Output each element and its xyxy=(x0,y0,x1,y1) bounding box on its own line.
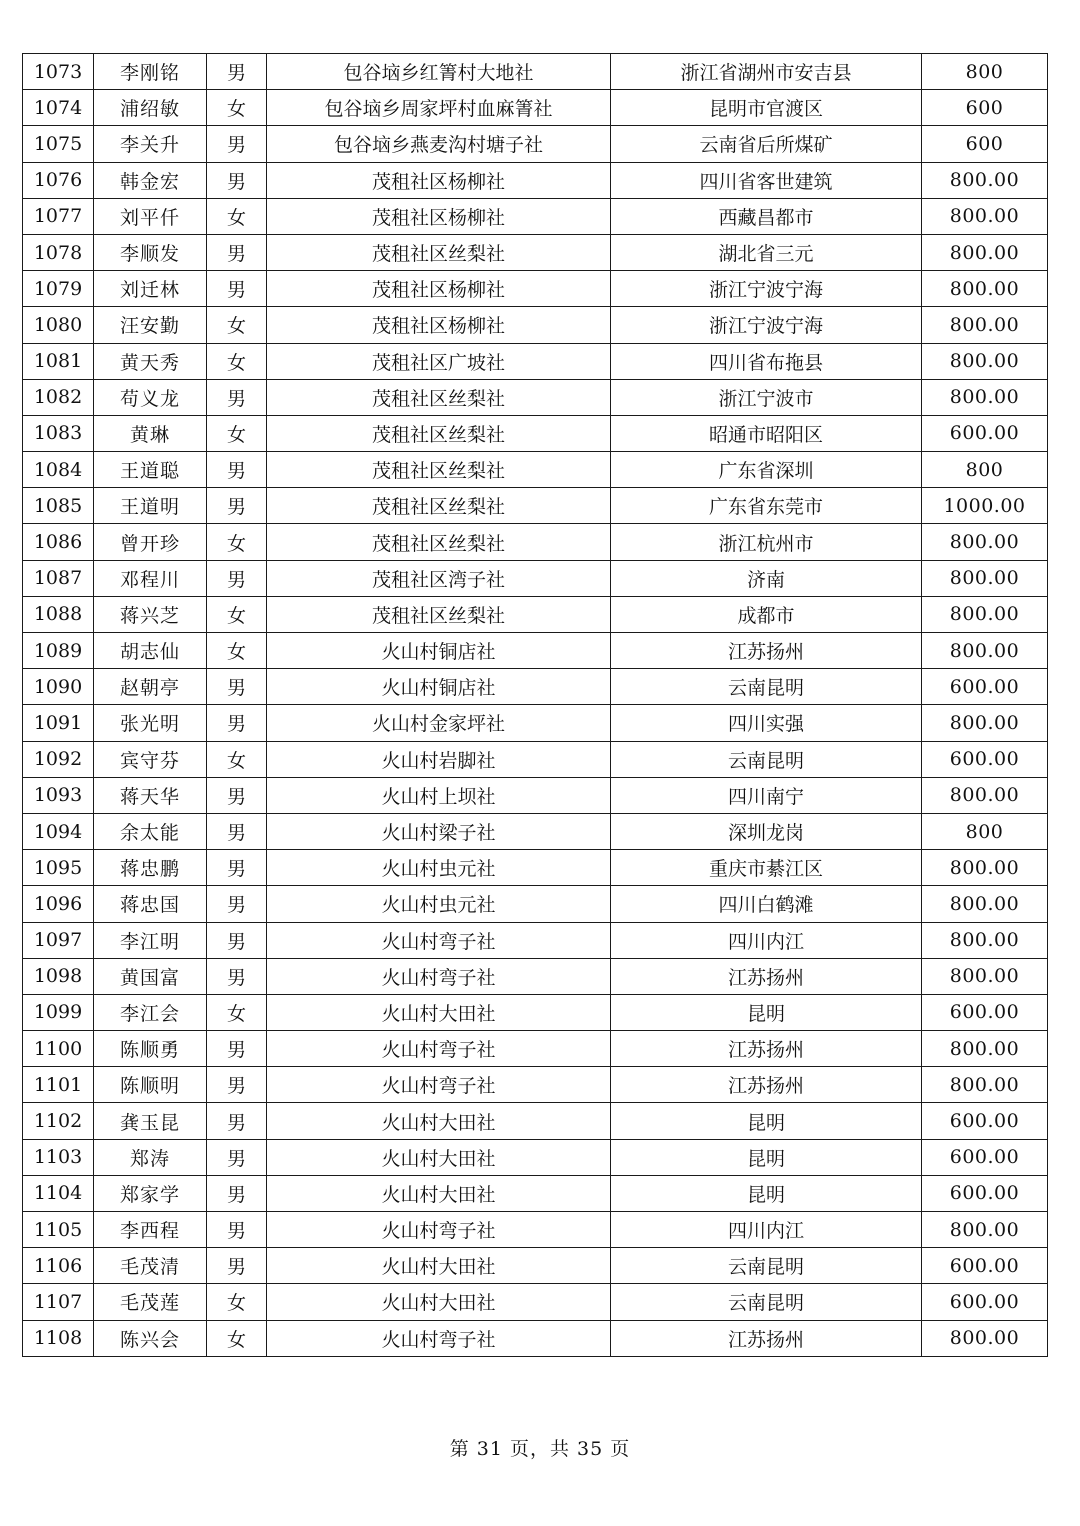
work-location-cell: 昆明 xyxy=(611,1103,922,1139)
amount-cell: 800.00 xyxy=(922,198,1048,234)
work-location-cell: 西藏昌都市 xyxy=(611,198,922,234)
amount-cell: 800.00 xyxy=(922,524,1048,560)
home-address-cell: 茂租社区丝梨社 xyxy=(267,379,611,415)
serial-number-cell: 1096 xyxy=(23,886,94,922)
serial-number-cell: 1089 xyxy=(23,633,94,669)
gender-cell: 男 xyxy=(207,886,267,922)
gender-cell: 男 xyxy=(207,560,267,596)
gender-cell: 女 xyxy=(207,198,267,234)
serial-number-cell: 1097 xyxy=(23,922,94,958)
work-location-cell: 济南 xyxy=(611,560,922,596)
name-cell: 汪安勤 xyxy=(94,307,207,343)
gender-cell: 男 xyxy=(207,488,267,524)
home-address-cell: 火山村大田社 xyxy=(267,994,611,1030)
amount-cell: 800.00 xyxy=(922,958,1048,994)
gender-cell: 女 xyxy=(207,90,267,126)
home-address-cell: 包谷垴乡燕麦沟村塘子社 xyxy=(267,126,611,162)
home-address-cell: 火山村梁子社 xyxy=(267,813,611,849)
home-address-cell: 茂租社区丝梨社 xyxy=(267,452,611,488)
table-row xyxy=(23,850,1048,886)
work-location-cell: 四川内江 xyxy=(611,1212,922,1248)
work-location-cell: 江苏扬州 xyxy=(611,1067,922,1103)
gender-cell: 男 xyxy=(207,1139,267,1175)
table-row xyxy=(23,1320,1048,1356)
amount-cell: 600.00 xyxy=(922,1139,1048,1175)
table-row xyxy=(23,1031,1048,1067)
serial-number-cell: 1093 xyxy=(23,777,94,813)
serial-number-cell: 1073 xyxy=(23,54,94,90)
amount-cell: 600.00 xyxy=(922,1284,1048,1320)
serial-number-cell: 1105 xyxy=(23,1212,94,1248)
home-address-cell: 茂租社区湾子社 xyxy=(267,560,611,596)
gender-cell: 女 xyxy=(207,741,267,777)
serial-number-cell: 1095 xyxy=(23,850,94,886)
work-location-cell: 成都市 xyxy=(611,596,922,632)
serial-number-cell: 1085 xyxy=(23,488,94,524)
home-address-cell: 茂租社区杨柳社 xyxy=(267,198,611,234)
name-cell: 蒋忠鹏 xyxy=(94,850,207,886)
name-cell: 曾开珍 xyxy=(94,524,207,560)
roster-table-container xyxy=(22,53,1048,1357)
amount-cell: 800.00 xyxy=(922,560,1048,596)
table-row xyxy=(23,271,1048,307)
gender-cell: 女 xyxy=(207,415,267,451)
work-location-cell: 江苏扬州 xyxy=(611,1031,922,1067)
gender-cell: 男 xyxy=(207,777,267,813)
work-location-cell: 浙江杭州市 xyxy=(611,524,922,560)
table-row xyxy=(23,379,1048,415)
table-row xyxy=(23,994,1048,1030)
home-address-cell: 茂租社区杨柳社 xyxy=(267,162,611,198)
table-row xyxy=(23,1284,1048,1320)
work-location-cell: 昆明 xyxy=(611,1175,922,1211)
work-location-cell: 昆明 xyxy=(611,994,922,1030)
name-cell: 胡志仙 xyxy=(94,633,207,669)
name-cell: 黄天秀 xyxy=(94,343,207,379)
home-address-cell: 包谷垴乡红箐村大地社 xyxy=(267,54,611,90)
name-cell: 韩金宏 xyxy=(94,162,207,198)
home-address-cell: 茂租社区丝梨社 xyxy=(267,524,611,560)
home-address-cell: 包谷垴乡周家坪村血麻箐社 xyxy=(267,90,611,126)
serial-number-cell: 1082 xyxy=(23,379,94,415)
home-address-cell: 茂租社区广坡社 xyxy=(267,343,611,379)
gender-cell: 女 xyxy=(207,1320,267,1356)
gender-cell: 女 xyxy=(207,307,267,343)
home-address-cell: 火山村铜店社 xyxy=(267,669,611,705)
home-address-cell: 火山村大田社 xyxy=(267,1103,611,1139)
home-address-cell: 火山村大田社 xyxy=(267,1139,611,1175)
amount-cell: 600.00 xyxy=(922,1175,1048,1211)
name-cell: 龚玉昆 xyxy=(94,1103,207,1139)
work-location-cell: 广东省深圳 xyxy=(611,452,922,488)
amount-cell: 600.00 xyxy=(922,669,1048,705)
amount-cell: 800.00 xyxy=(922,1320,1048,1356)
name-cell: 李关升 xyxy=(94,126,207,162)
work-location-cell: 江苏扬州 xyxy=(611,1320,922,1356)
name-cell: 张光明 xyxy=(94,705,207,741)
home-address-cell: 火山村弯子社 xyxy=(267,958,611,994)
table-row xyxy=(23,777,1048,813)
gender-cell: 男 xyxy=(207,271,267,307)
name-cell: 陈兴会 xyxy=(94,1320,207,1356)
work-location-cell: 云南昆明 xyxy=(611,1284,922,1320)
work-location-cell: 深圳龙岗 xyxy=(611,813,922,849)
name-cell: 陈顺明 xyxy=(94,1067,207,1103)
home-address-cell: 火山村虫元社 xyxy=(267,850,611,886)
home-address-cell: 茂租社区杨柳社 xyxy=(267,271,611,307)
gender-cell: 女 xyxy=(207,633,267,669)
home-address-cell: 茂租社区杨柳社 xyxy=(267,307,611,343)
home-address-cell: 火山村弯子社 xyxy=(267,1067,611,1103)
serial-number-cell: 1080 xyxy=(23,307,94,343)
serial-number-cell: 1088 xyxy=(23,596,94,632)
table-row xyxy=(23,669,1048,705)
gender-cell: 女 xyxy=(207,1284,267,1320)
serial-number-cell: 1081 xyxy=(23,343,94,379)
gender-cell: 女 xyxy=(207,596,267,632)
gender-cell: 男 xyxy=(207,234,267,270)
amount-cell: 800.00 xyxy=(922,850,1048,886)
amount-cell: 800.00 xyxy=(922,162,1048,198)
table-row xyxy=(23,560,1048,596)
name-cell: 邓程川 xyxy=(94,560,207,596)
work-location-cell: 江苏扬州 xyxy=(611,958,922,994)
amount-cell: 600.00 xyxy=(922,994,1048,1030)
serial-number-cell: 1106 xyxy=(23,1248,94,1284)
table-row xyxy=(23,452,1048,488)
serial-number-cell: 1092 xyxy=(23,741,94,777)
serial-number-cell: 1074 xyxy=(23,90,94,126)
name-cell: 蒋天华 xyxy=(94,777,207,813)
work-location-cell: 江苏扬州 xyxy=(611,633,922,669)
table-row xyxy=(23,958,1048,994)
work-location-cell: 云南昆明 xyxy=(611,741,922,777)
table-row xyxy=(23,633,1048,669)
amount-cell: 800.00 xyxy=(922,1067,1048,1103)
table-row xyxy=(23,90,1048,126)
gender-cell: 男 xyxy=(207,669,267,705)
work-location-cell: 昭通市昭阳区 xyxy=(611,415,922,451)
amount-cell: 800.00 xyxy=(922,1031,1048,1067)
amount-cell: 800.00 xyxy=(922,343,1048,379)
amount-cell: 800.00 xyxy=(922,886,1048,922)
table-row xyxy=(23,1103,1048,1139)
work-location-cell: 四川省布拖县 xyxy=(611,343,922,379)
gender-cell: 男 xyxy=(207,54,267,90)
amount-cell: 600.00 xyxy=(922,1248,1048,1284)
table-row xyxy=(23,54,1048,90)
serial-number-cell: 1077 xyxy=(23,198,94,234)
home-address-cell: 火山村大田社 xyxy=(267,1248,611,1284)
serial-number-cell: 1102 xyxy=(23,1103,94,1139)
serial-number-cell: 1098 xyxy=(23,958,94,994)
gender-cell: 男 xyxy=(207,1248,267,1284)
table-row xyxy=(23,162,1048,198)
amount-cell: 800.00 xyxy=(922,596,1048,632)
table-row xyxy=(23,198,1048,234)
serial-number-cell: 1091 xyxy=(23,705,94,741)
name-cell: 黄国富 xyxy=(94,958,207,994)
serial-number-cell: 1104 xyxy=(23,1175,94,1211)
home-address-cell: 火山村铜店社 xyxy=(267,633,611,669)
gender-cell: 男 xyxy=(207,1175,267,1211)
home-address-cell: 茂租社区丝梨社 xyxy=(267,415,611,451)
amount-cell: 800.00 xyxy=(922,234,1048,270)
serial-number-cell: 1100 xyxy=(23,1031,94,1067)
gender-cell: 男 xyxy=(207,813,267,849)
work-location-cell: 浙江宁波宁海 xyxy=(611,271,922,307)
table-row xyxy=(23,234,1048,270)
table-row xyxy=(23,922,1048,958)
table-row xyxy=(23,705,1048,741)
amount-cell: 800.00 xyxy=(922,1212,1048,1248)
work-location-cell: 四川内江 xyxy=(611,922,922,958)
table-row xyxy=(23,415,1048,451)
name-cell: 郑家学 xyxy=(94,1175,207,1211)
name-cell: 李江会 xyxy=(94,994,207,1030)
serial-number-cell: 1107 xyxy=(23,1284,94,1320)
roster-table-body xyxy=(23,54,1048,1357)
name-cell: 陈顺勇 xyxy=(94,1031,207,1067)
name-cell: 赵朝亭 xyxy=(94,669,207,705)
gender-cell: 男 xyxy=(207,452,267,488)
name-cell: 王道明 xyxy=(94,488,207,524)
gender-cell: 男 xyxy=(207,126,267,162)
home-address-cell: 火山村金家坪社 xyxy=(267,705,611,741)
name-cell: 宾守芬 xyxy=(94,741,207,777)
name-cell: 苟义龙 xyxy=(94,379,207,415)
gender-cell: 男 xyxy=(207,922,267,958)
table-row xyxy=(23,1175,1048,1211)
work-location-cell: 湖北省三元 xyxy=(611,234,922,270)
gender-cell: 女 xyxy=(207,524,267,560)
name-cell: 郑涛 xyxy=(94,1139,207,1175)
serial-number-cell: 1108 xyxy=(23,1320,94,1356)
home-address-cell: 火山村弯子社 xyxy=(267,1320,611,1356)
serial-number-cell: 1078 xyxy=(23,234,94,270)
table-row xyxy=(23,343,1048,379)
name-cell: 蒋忠国 xyxy=(94,886,207,922)
name-cell: 王道聪 xyxy=(94,452,207,488)
serial-number-cell: 1090 xyxy=(23,669,94,705)
name-cell: 刘迁林 xyxy=(94,271,207,307)
work-location-cell: 广东省东莞市 xyxy=(611,488,922,524)
table-row xyxy=(23,307,1048,343)
amount-cell: 800 xyxy=(922,54,1048,90)
work-location-cell: 四川省客世建筑 xyxy=(611,162,922,198)
serial-number-cell: 1101 xyxy=(23,1067,94,1103)
name-cell: 李江明 xyxy=(94,922,207,958)
home-address-cell: 茂租社区丝梨社 xyxy=(267,596,611,632)
table-row xyxy=(23,741,1048,777)
roster-table xyxy=(22,53,1048,1357)
amount-cell: 800.00 xyxy=(922,633,1048,669)
serial-number-cell: 1084 xyxy=(23,452,94,488)
serial-number-cell: 1079 xyxy=(23,271,94,307)
home-address-cell: 茂租社区丝梨社 xyxy=(267,488,611,524)
work-location-cell: 云南昆明 xyxy=(611,669,922,705)
gender-cell: 男 xyxy=(207,379,267,415)
amount-cell: 800.00 xyxy=(922,307,1048,343)
gender-cell: 男 xyxy=(207,850,267,886)
serial-number-cell: 1087 xyxy=(23,560,94,596)
work-location-cell: 四川南宁 xyxy=(611,777,922,813)
gender-cell: 男 xyxy=(207,1103,267,1139)
serial-number-cell: 1086 xyxy=(23,524,94,560)
gender-cell: 男 xyxy=(207,162,267,198)
home-address-cell: 火山村岩脚社 xyxy=(267,741,611,777)
gender-cell: 女 xyxy=(207,343,267,379)
name-cell: 李顺发 xyxy=(94,234,207,270)
work-location-cell: 重庆市綦江区 xyxy=(611,850,922,886)
name-cell: 李刚铭 xyxy=(94,54,207,90)
serial-number-cell: 1103 xyxy=(23,1139,94,1175)
table-row xyxy=(23,1248,1048,1284)
work-location-cell: 昆明市官渡区 xyxy=(611,90,922,126)
amount-cell: 800 xyxy=(922,452,1048,488)
gender-cell: 男 xyxy=(207,705,267,741)
page-number-footer: 第 31 页，共 35 页 xyxy=(449,1438,631,1460)
name-cell: 刘平仟 xyxy=(94,198,207,234)
serial-number-cell: 1076 xyxy=(23,162,94,198)
amount-cell: 600.00 xyxy=(922,415,1048,451)
table-row xyxy=(23,126,1048,162)
table-row xyxy=(23,1212,1048,1248)
home-address-cell: 茂租社区丝梨社 xyxy=(267,234,611,270)
home-address-cell: 火山村弯子社 xyxy=(267,1212,611,1248)
table-row xyxy=(23,596,1048,632)
work-location-cell: 昆明 xyxy=(611,1139,922,1175)
name-cell: 余太能 xyxy=(94,813,207,849)
table-row xyxy=(23,813,1048,849)
table-row xyxy=(23,524,1048,560)
gender-cell: 男 xyxy=(207,1031,267,1067)
table-row xyxy=(23,1139,1048,1175)
amount-cell: 800.00 xyxy=(922,379,1048,415)
amount-cell: 600.00 xyxy=(922,1103,1048,1139)
name-cell: 毛茂莲 xyxy=(94,1284,207,1320)
serial-number-cell: 1099 xyxy=(23,994,94,1030)
name-cell: 黄琳 xyxy=(94,415,207,451)
work-location-cell: 四川白鹤滩 xyxy=(611,886,922,922)
amount-cell: 1000.00 xyxy=(922,488,1048,524)
name-cell: 毛茂清 xyxy=(94,1248,207,1284)
work-location-cell: 云南昆明 xyxy=(611,1248,922,1284)
amount-cell: 600.00 xyxy=(922,741,1048,777)
gender-cell: 女 xyxy=(207,994,267,1030)
home-address-cell: 火山村虫元社 xyxy=(267,886,611,922)
table-row xyxy=(23,886,1048,922)
amount-cell: 800.00 xyxy=(922,922,1048,958)
gender-cell: 男 xyxy=(207,1212,267,1248)
amount-cell: 800.00 xyxy=(922,271,1048,307)
gender-cell: 男 xyxy=(207,1067,267,1103)
home-address-cell: 火山村上坝社 xyxy=(267,777,611,813)
name-cell: 蒋兴芝 xyxy=(94,596,207,632)
work-location-cell: 云南省后所煤矿 xyxy=(611,126,922,162)
home-address-cell: 火山村大田社 xyxy=(267,1284,611,1320)
home-address-cell: 火山村弯子社 xyxy=(267,922,611,958)
work-location-cell: 四川实强 xyxy=(611,705,922,741)
amount-cell: 800 xyxy=(922,813,1048,849)
home-address-cell: 火山村弯子社 xyxy=(267,1031,611,1067)
table-row xyxy=(23,488,1048,524)
gender-cell: 男 xyxy=(207,958,267,994)
name-cell: 李西程 xyxy=(94,1212,207,1248)
name-cell: 浦绍敏 xyxy=(94,90,207,126)
table-row xyxy=(23,1067,1048,1103)
home-address-cell: 火山村大田社 xyxy=(267,1175,611,1211)
amount-cell: 600 xyxy=(922,126,1048,162)
amount-cell: 600 xyxy=(922,90,1048,126)
work-location-cell: 浙江宁波市 xyxy=(611,379,922,415)
serial-number-cell: 1083 xyxy=(23,415,94,451)
work-location-cell: 浙江宁波宁海 xyxy=(611,307,922,343)
amount-cell: 800.00 xyxy=(922,705,1048,741)
amount-cell: 800.00 xyxy=(922,777,1048,813)
serial-number-cell: 1094 xyxy=(23,813,94,849)
work-location-cell: 浙江省湖州市安吉县 xyxy=(611,54,922,90)
serial-number-cell: 1075 xyxy=(23,126,94,162)
